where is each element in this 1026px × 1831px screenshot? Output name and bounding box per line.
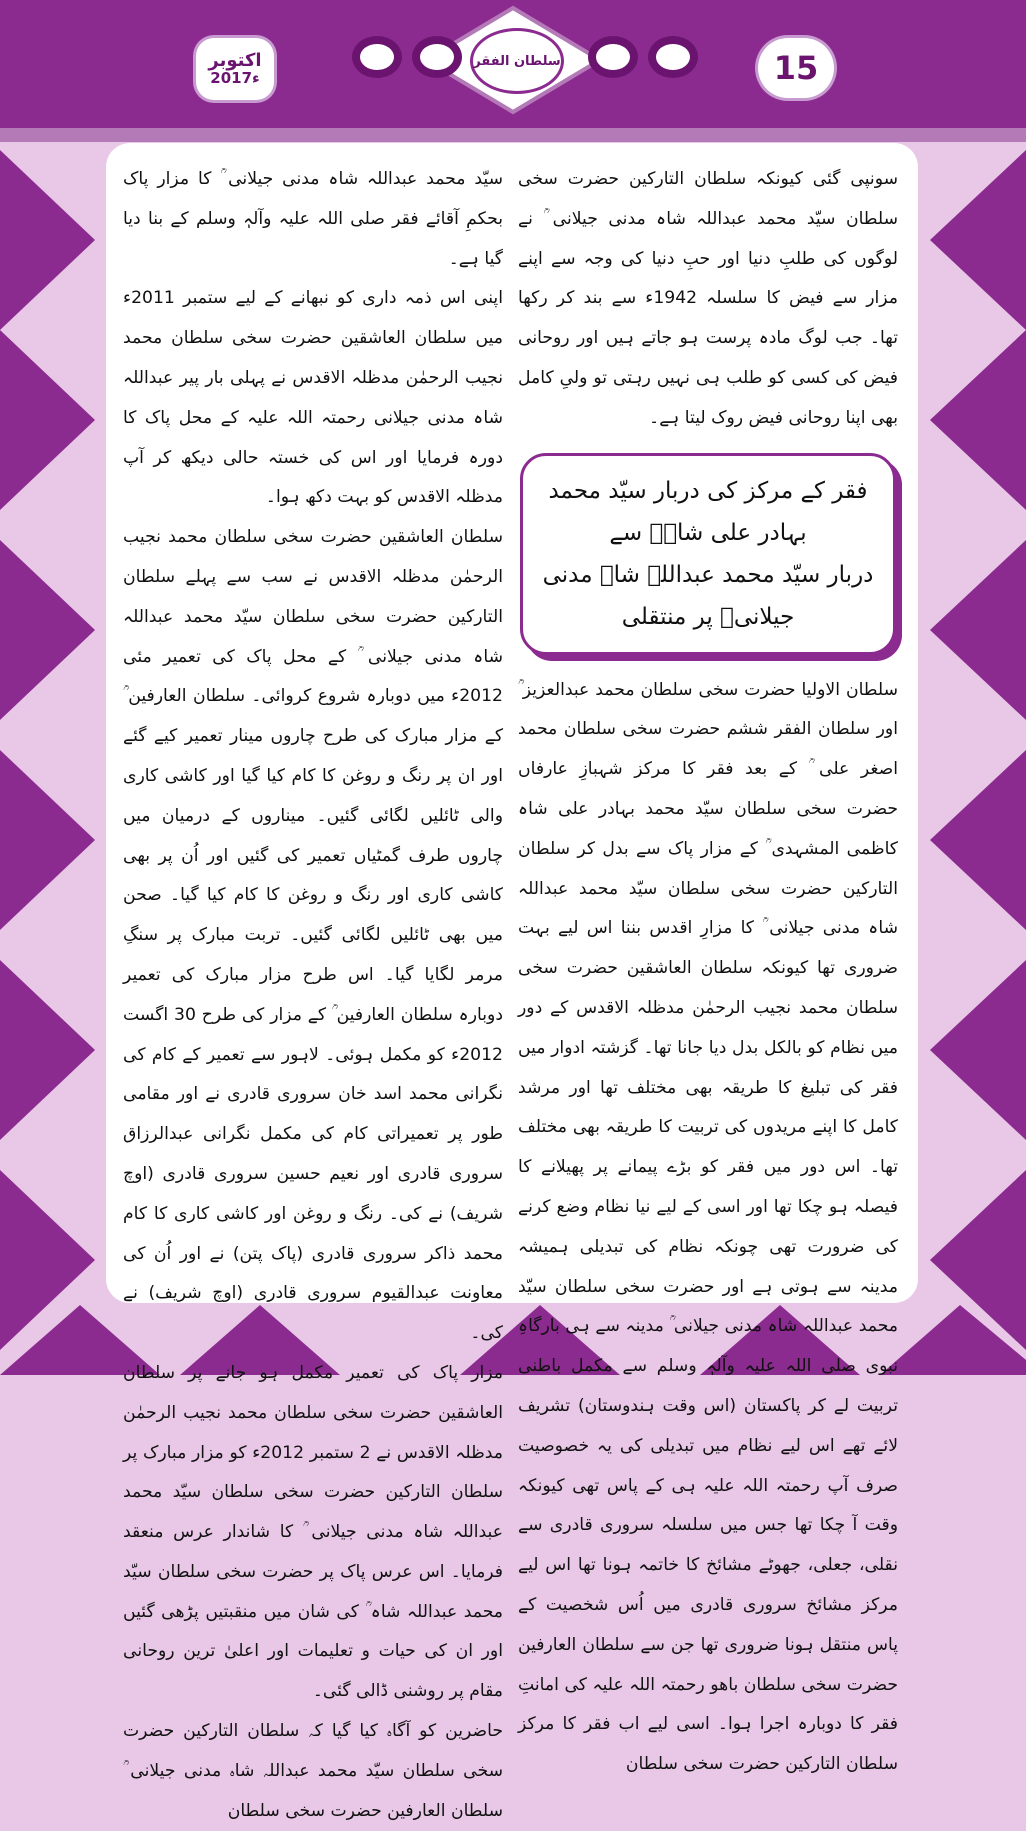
issue-year: 2017ء: [210, 68, 260, 87]
right-body-paragraph: سلطان الاولیا حضرت سخی سلطان محمد عبدالعزیز ؒ اور سلطان الفقر ششم حضرت سخی سلطان محمد اصغر علی ؒ کے بعد فقر کا مرکز شہبازِ عارفاں حضرت سخی سلطان سیّد محمد بہادر علی شاہ کاظمی المشہدی ؒ کے مزار پاک سے بدل کر سلطان التارکین حضرت سخی سلطان سیّد محمد عبداللہ شاہ مدنی جیلانی ؒ کا مزارِ اقدس بننا اس لیے بہت ضروری تھا کیونکہ سلطان العاشقین حضرت سخی سلطان محمد نجیب الرحمٰن مدظلہ الاقدس کے دور میں نظام کو بالکل بدل دیا جانا تھا۔ گزشتہ ادوار میں فقر کی تبلیغ کا طریقہ بھی مختلف تھا اور مرشد کامل کا اپنے مریدوں کی تربیت کا طریقہ بھی مختلف تھا۔ اس دور میں فقر کو بڑے پیمانے پر پھیلانے کا فیصلہ ہو چکا تھا اور اسی کے لیے نیا نظام وضع کرنے کی ضرورت تھی چونکہ نظام کی تبدیلی ہمیشہ مدینہ سے ہوتی ہے اور حضرت سخی سلطان سیّد محمد عبداللہ شاہ مدنی جیلانی ؒ مدینہ سے ہی بارگاہِ نبوی صلی اللہ علیہ وآلہٖ وسلم سے مکمل باطنی تربیت لے کر پاکستان (اس وقت ہندوستان) تشریف لائے تھے اس لیے نظام میں تبدیلی کی یہ خصوصیت صرف آپ رحمتہ اللہ علیہ ہی کے پاس تھی کیونکہ وقت آ چکا تھا جس میں سلسلہ سروری قادری سے نقلی، جعلی، جھوٹے مشائخ کا خاتمہ ہونا تھا اس لیے مرکز مشائخ سروری قادری میں اُس شخصیت کے پاس منتقل ہونا ضروری تھا جن سے سلطان العارفین حضرت سخی سلطان باھو رحمتہ اللہ علیہ کی امانتِ فقر کا دوبارہ اجرا ہوا۔ اسی لیے اب فقر کا مرکز سلطان التارکین حضرت سخی سلطان: [518, 679, 898, 1775]
right-intro-paragraph: سونپی گئی کیونکہ سلطان التارکین حضرت سخی سلطان سیّد محمد عبداللہ شاہ مدنی جیلانی ؒ نے لوگوں کی طلبِ دنیا اور حبِ دنیا کی وجہ سے اپنے مزار سے فیض کا سلسلہ 1942ء سے بند کر رکھا تھا۔ جب لوگ مادہ پرست ہو جاتے ہیں اور روحانی فیض کی کسی کو طلب ہی نہیں رہتی تو ولیِ کامل بھی اپنا روحانی فیض روک لیتا ہے۔: [518, 169, 898, 428]
ring-ornament: [352, 36, 402, 78]
ring-ornament: [648, 36, 698, 78]
left-paragraph-3: سلطان العاشقین حضرت سخی سلطان محمد نجیب الرحمٰن مدظلہ الاقدس نے سب سے پہلے سلطان التارکین حضرت سخی سلطان سیّد محمد عبداللہ شاہ مدنی جیلانی ؒ کے محل پاک کی تعمیر مئی 2012ء میں دوبارہ شروع کروائی۔ سلطان العارفین ؒ کے مزار مبارک کی طرح چاروں مینار تعمیر کیے گئے اور ان پر رنگ و روغن کا کام کیا گیا اور کاشی کاری والی ٹائلیں لگائی گئیں۔ میناروں کے درمیان میں چاروں طرف گمٹیاں تعمیر کی گئیں اور اُن پر بھی کاشی کاری اور رنگ و روغن کا کام کیا گیا۔ صحن میں بھی ٹائلیں لگائی گئیں۔ تربت مبارک پر سنگِ مرمر لگایا گیا۔ اس طرح مزار مبارک کی تعمیر دوبارہ سلطان العارفین ؒ کے مزار کی طرح 30 اگست 2012ء کو مکمل ہوئی۔ لاہور سے تعمیر کے کام کی نگرانی محمد اسد خان سروری قادری نے اور مقامی طور پر تعمیراتی کام کی مکمل نگرانی عبدالرزاق سروری قادری اور نعیم حسین سروری قادری (اوچ شریف) نے کی۔ رنگ و روغن اور کاشی کاری کا کام محمد ذاکر سروری قادری (پاک پتن) نے اور اُن کی معاونت عبدالقیوم سروری قادری (اوچ شریف) نے کی۔: [123, 527, 503, 1344]
issue-date-badge: [196, 38, 274, 100]
left-column: [123, 160, 503, 1831]
left-paragraph-4: مزار پاک کی تعمیر مکمل ہو جانے پر سلطان العاشقین حضرت سخی سلطان محمد نجیب الرحمٰن مدظلہ الاقدس نے 2 ستمبر 2012ء کو مزار مبارک پر سلطان التارکین حضرت سخی سلطان سیّد محمد عبداللہ شاہ مدنی جیلانی ؒ کا شاندار عرس منعقد فرمایا۔ اس عرس پاک پر حضرت سخی سلطان سیّد محمد عبداللہ شاہ ؒ کی شان میں منقبتیں پڑھی گئیں اور ان کی حیات و تعلیمات اور اعلیٰ ترین روحانی مقام پر روشنی ڈالی گئی۔: [123, 1362, 503, 1702]
heading-line-2: دربار سیّد محمد عبداللہ شاہ مدنی جیلانیؒ پر منتقلی: [542, 561, 874, 630]
magazine-logo: سلطان الفقر: [470, 28, 564, 94]
right-column: [518, 160, 898, 1785]
heading-line-1: فقر کے مرکز کی دربار سیّد محمد بہادر علی شاہؒ سے: [548, 477, 868, 546]
issue-month: اکتوبر: [208, 49, 262, 71]
left-paragraph-2: اپنی اس ذمہ داری کو نبھانے کے لیے ستمبر 2011ء میں سلطان العاشقین حضرت سخی سلطان محمد نجیب الرحمٰن مدظلہ الاقدس نے پہلی بار پیر عبداللہ شاہ مدنی جیلانی رحمتہ اللہ علیہ کے محل پاک کا دورہ فرمایا اور اس کی خستہ حالی دیکھ کر آپ مدظلہ الاقدس کو بہت دکھ ہوا۔: [123, 288, 503, 508]
page-number: 15: [758, 38, 834, 98]
left-rings-ornament: [352, 36, 462, 78]
right-rings-ornament: [588, 36, 698, 78]
ring-ornament: [412, 36, 462, 78]
section-heading: [520, 453, 896, 655]
left-paragraph-5: حاضرین کو آگاہ کیا گیا کہ سلطان التارکین حضرت سخی سلطان سیّد محمد عبداللہ شاہ مدنی جیلانی ؒ سلطان العارفین حضرت سخی سلطان: [123, 1721, 503, 1821]
ring-ornament: [588, 36, 638, 78]
left-paragraph-1: سیّد محمد عبداللہ شاہ مدنی جیلانی ؒ کا مزار پاک بحکمِ آقائے فقر صلی اللہ علیہ وآلہٖ وسلم کے بنا دیا گیا ہے۔: [123, 169, 503, 269]
